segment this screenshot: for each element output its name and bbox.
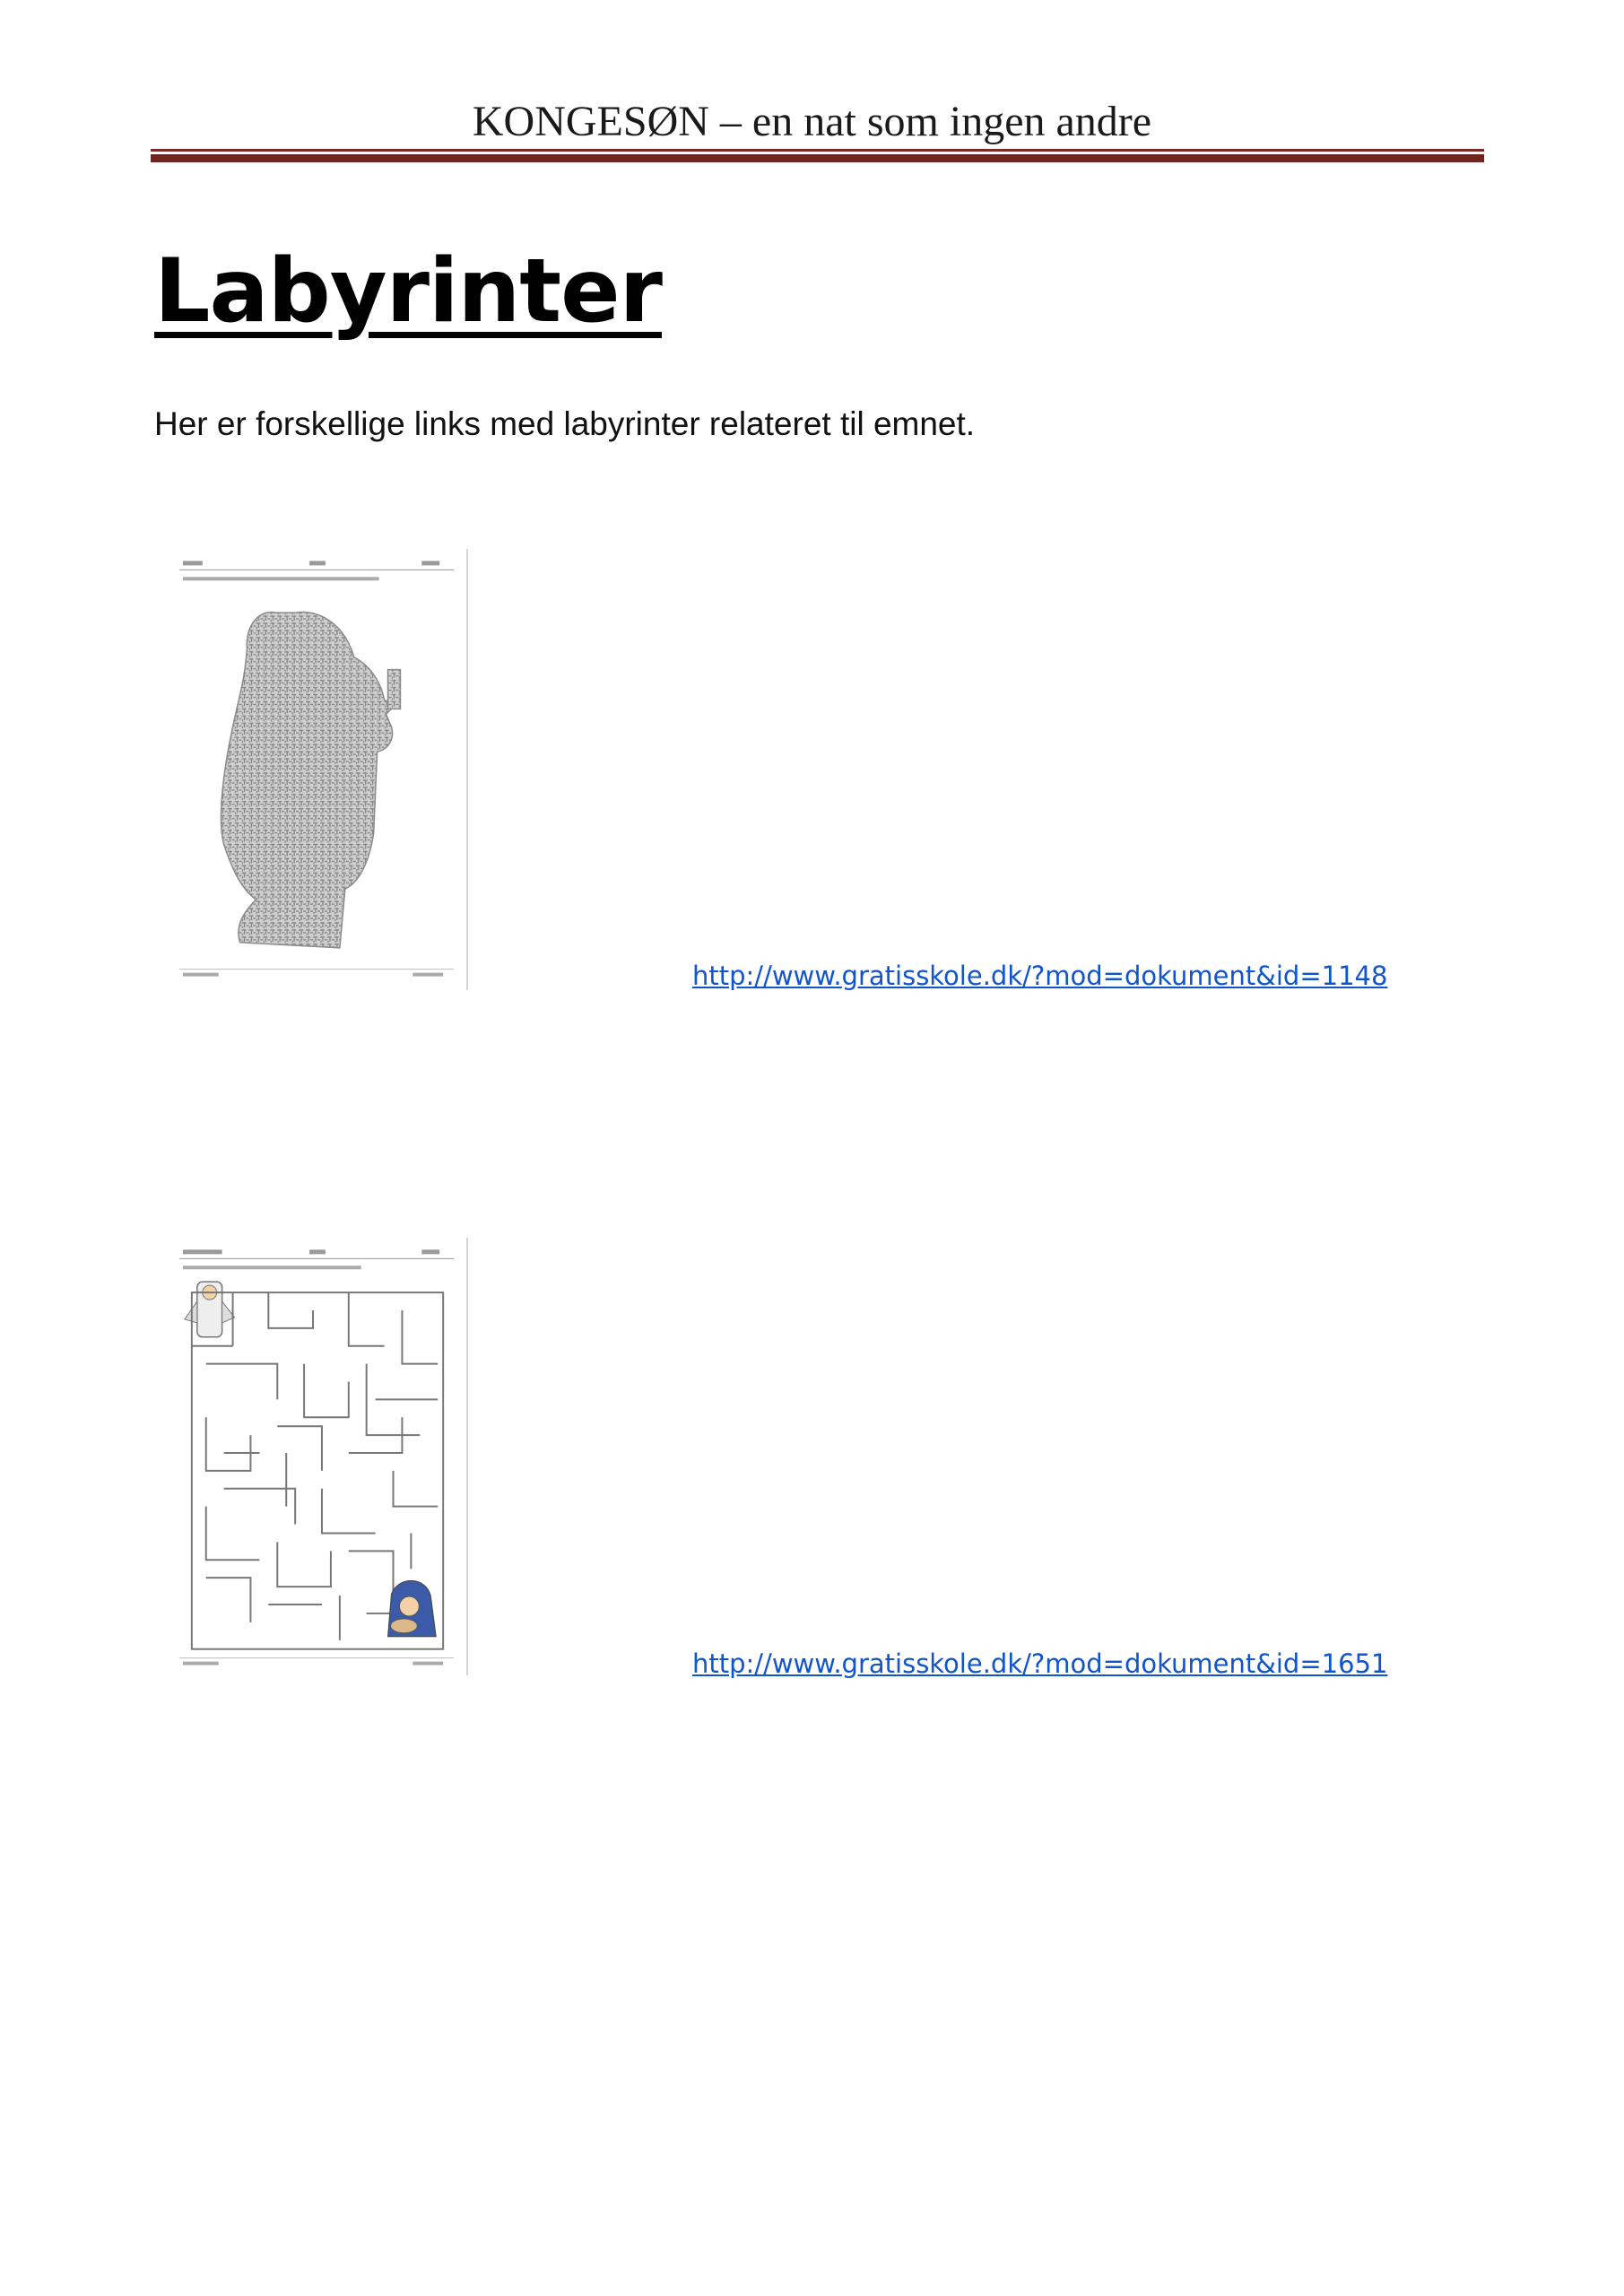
header-rule-thick (151, 154, 1484, 162)
header-rule-thin (151, 149, 1484, 152)
angel-maze-worksheet-icon (170, 549, 468, 990)
header-title: KONGESØN – en nat som ingen andre (472, 98, 1152, 145)
page-title: Labyrinter (154, 240, 662, 343)
maze-worksheet-icon (170, 1238, 468, 1675)
worksheet-link-1148[interactable]: http://www.gratisskole.dk/?mod=dokument&id=1148 (692, 961, 1388, 991)
intro-text: Her er forskellige links med labyrinter relateret til emnet. (154, 405, 976, 442)
worksheet-link-1651[interactable]: http://www.gratisskole.dk/?mod=dokument&id=1651 (692, 1648, 1388, 1679)
